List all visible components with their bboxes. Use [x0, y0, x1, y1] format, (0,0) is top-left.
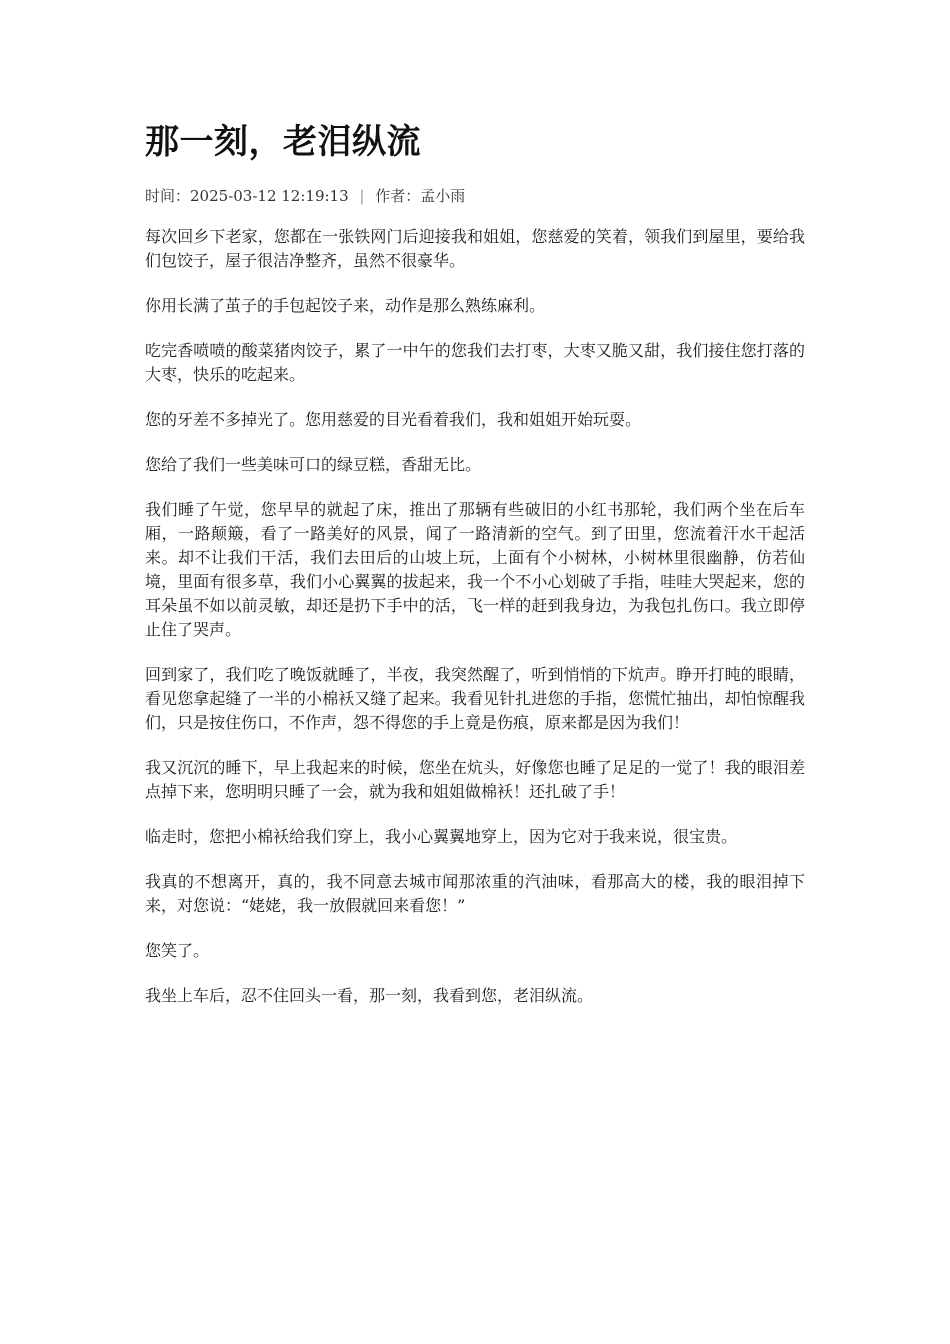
paragraph: 你用长满了茧子的手包起饺子来，动作是那么熟练麻利。 — [145, 296, 546, 315]
paragraph: 我们睡了午觉，您早早的就起了床，推出了那辆有些破旧的小红书那轮，我们两个坐在后车厢，一路颠簸，看了一路美好的风景，闻了一路清新的空气。到了田里，您流着汗水干起活来。却不让我们干活，我们去田后的山坡上玩，上面有个小树林，小树林里很幽静，仿若仙境，里面有很多草，我们小心翼翼的拔起来，我一个不小心划破了手指，哇哇大哭起来，您的耳朵虽不如以前灵敏，却还是扔下手中的活，飞一样的赶到我身边，为我包扎伤口。我立即停止住了哭声。 — [145, 500, 805, 639]
meta-separator: | — [359, 187, 365, 205]
paragraph: 您笑了。 — [145, 941, 210, 960]
author-label: 作者： — [375, 187, 421, 205]
article-title: 那一刻，老泪纵流 — [145, 122, 421, 162]
article-body — [145, 225, 805, 1008]
paragraph: 吃完香喷喷的酸菜猪肉饺子，累了一中午的您我们去打枣，大枣又脆又甜，我们接住您打落的大枣，快乐的吃起来。 — [145, 341, 805, 384]
paragraph: 您给了我们一些美味可口的绿豆糕，香甜无比。 — [145, 455, 482, 474]
paragraph: 我真的不想离开，真的，我不同意去城市闻那浓重的汽油味，看那高大的楼，我的眼泪掉下来，对您说：“姥姥，我一放假就回来看您！” — [145, 872, 805, 915]
publish-time: 2025-03-12 12:19:13 — [190, 187, 349, 205]
paragraph: 回到家了，我们吃了晚饭就睡了，半夜，我突然醒了，听到悄悄的下炕声。睁开打盹的眼睛，看见您拿起缝了一半的小棉袄又缝了起来。我看见针扎进您的手指，您慌忙抽出，却怕惊醒我们，只是按住伤口，不作声，怨不得您的手上竟是伤痕，原来都是因为我们！ — [145, 665, 805, 732]
paragraph: 临走时，您把小棉袄给我们穿上，我小心翼翼地穿上，因为它对于我来说，很宝贵。 — [145, 827, 738, 846]
time-label: 时间： — [145, 187, 191, 205]
paragraph: 每次回乡下老家，您都在一张铁网门后迎接我和姐姐，您慈爱的笑着，领我们到屋里，要给我们包饺子，屋子很洁净整齐，虽然不很豪华。 — [145, 227, 805, 270]
paragraph: 我又沉沉的睡下，早上我起来的时候，您坐在炕头，好像您也睡了足足的一觉了！我的眼泪差点掉下来，您明明只睡了一会，就为我和姐姐做棉袄！还扎破了手！ — [145, 758, 805, 801]
article-meta — [145, 184, 805, 208]
paragraph: 我坐上车后，忍不住回头一看，那一刻，我看到您，老泪纵流。 — [145, 986, 594, 1005]
paragraph: 您的牙差不多掉光了。您用慈爱的目光看着我们，我和姐姐开始玩耍。 — [145, 410, 642, 429]
author-name: 孟小雨 — [420, 187, 466, 205]
